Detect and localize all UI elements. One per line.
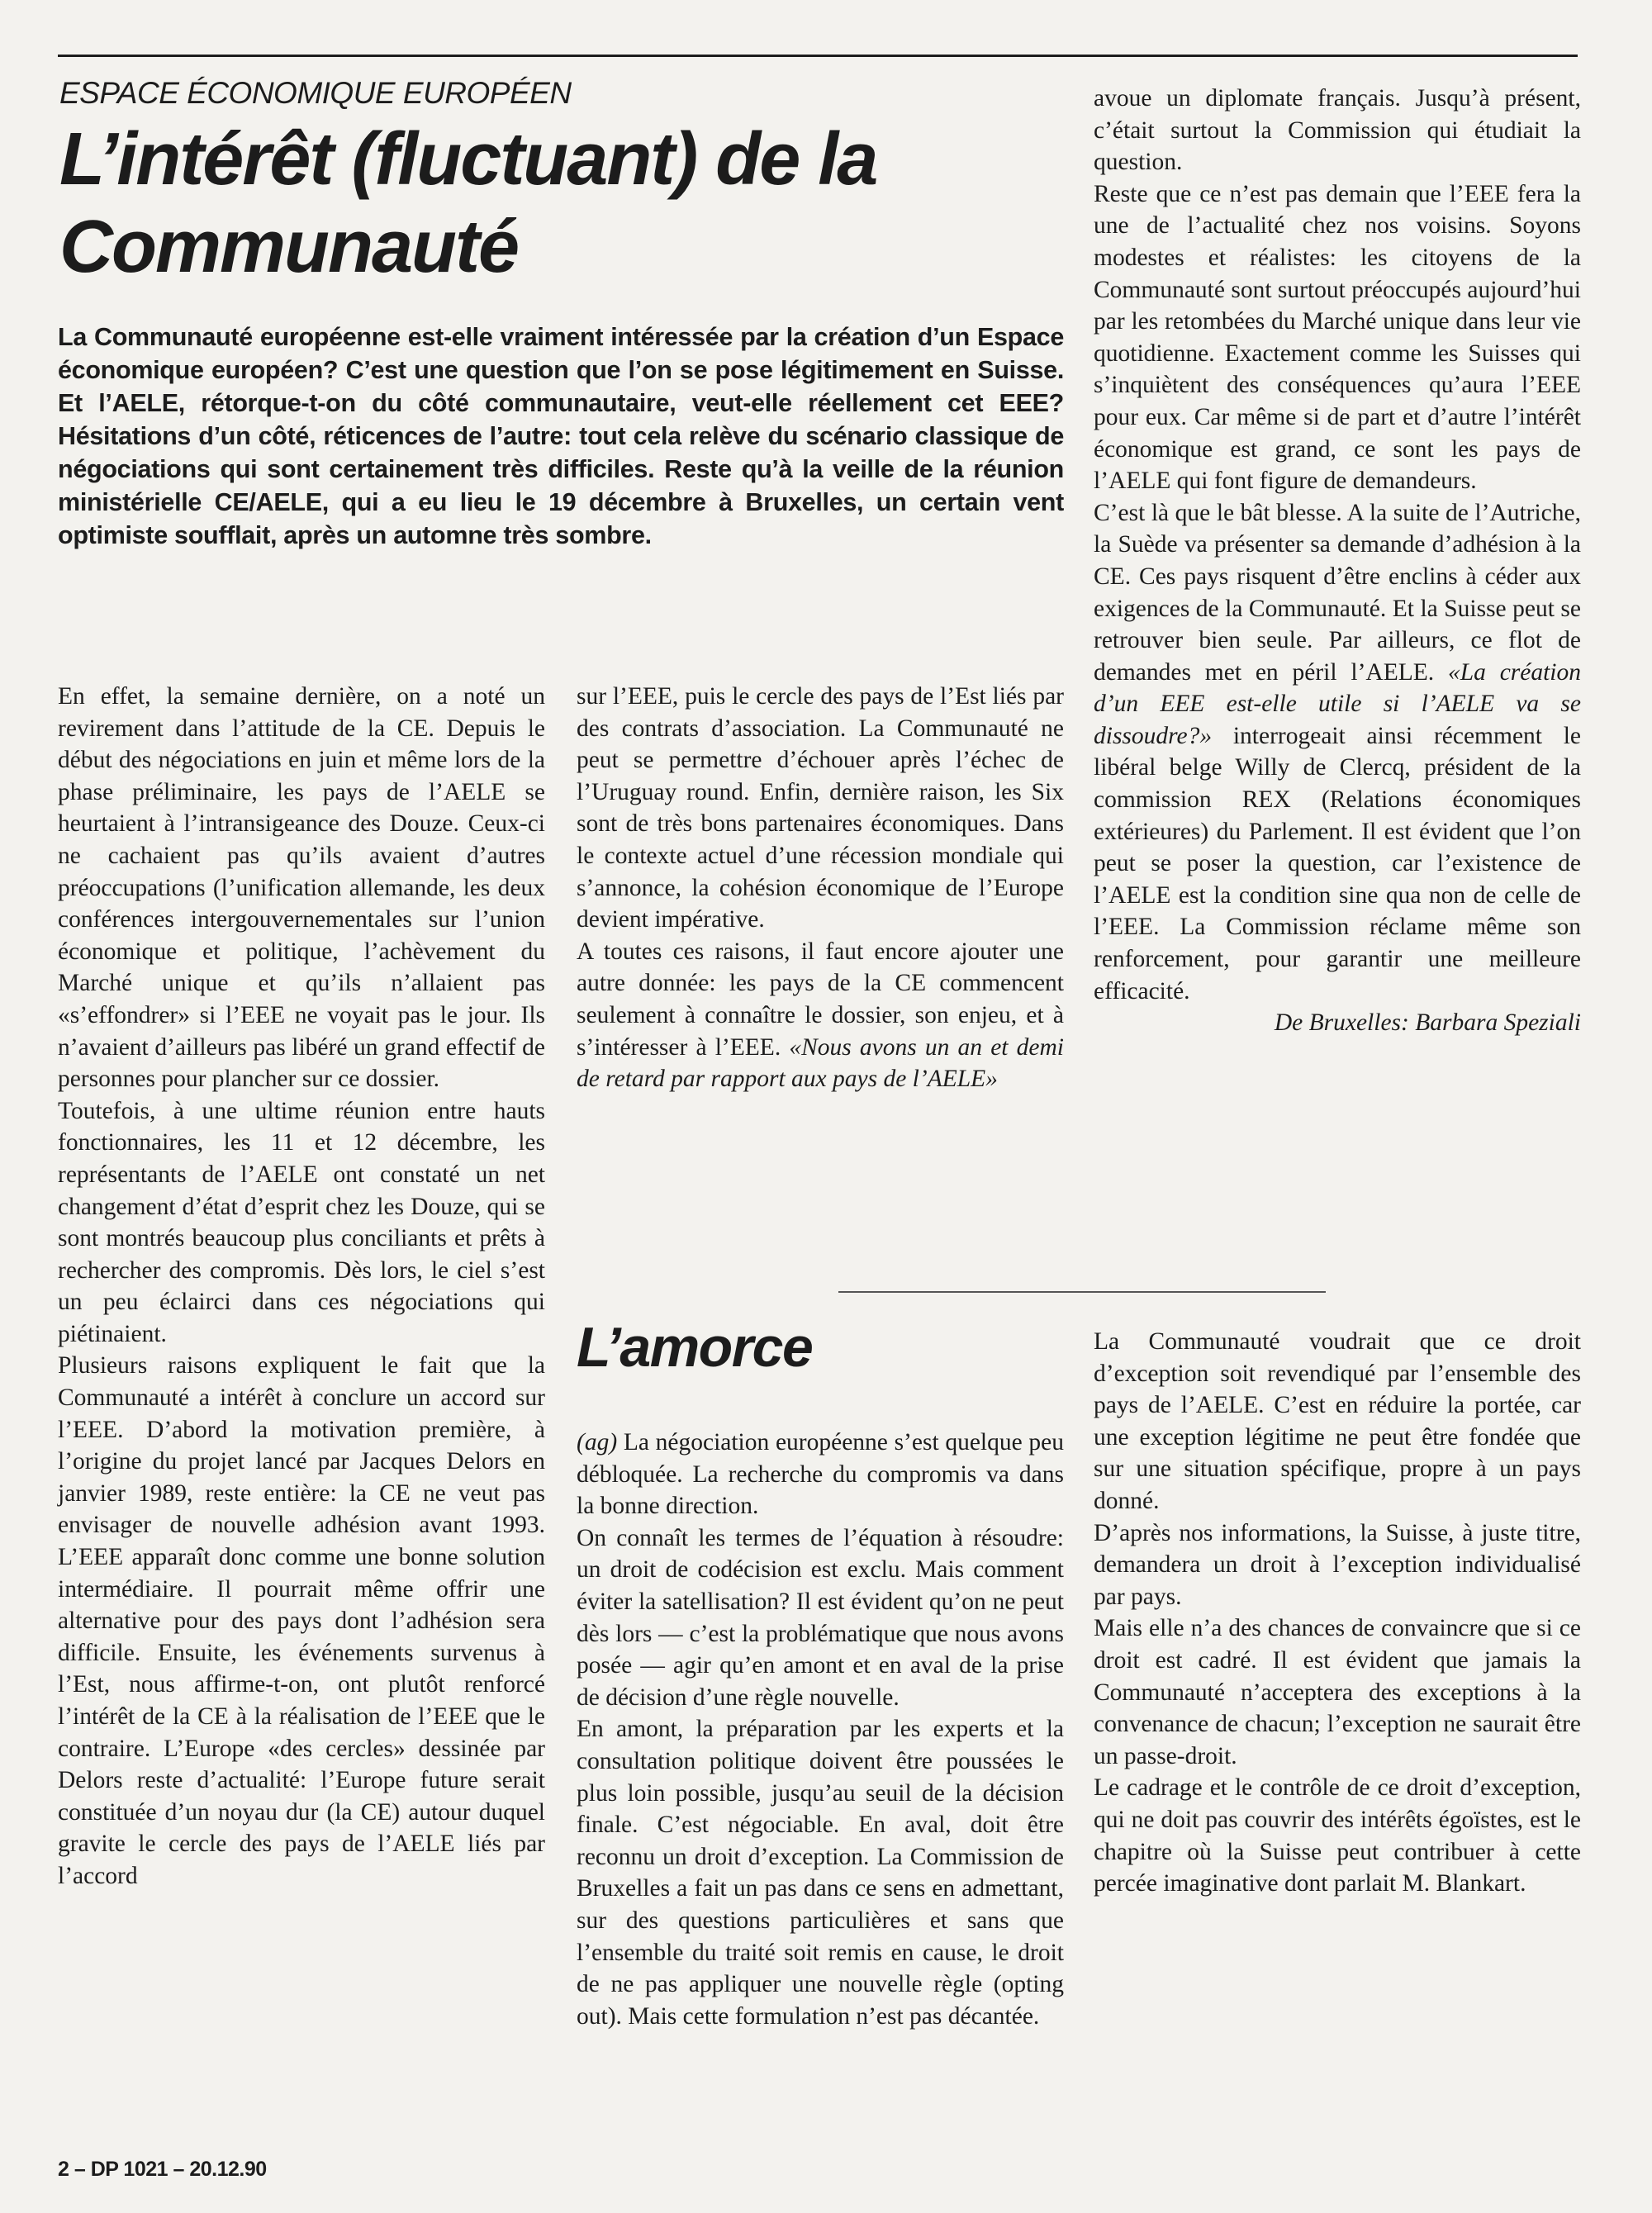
paragraph-text: A toutes ces raisons, il faut encore ajouter une autre donnée: les pays de la CE commencent seulement à connaître le dossier, son enjeu, et à s’intéresser à l’EEE. [577,938,1064,1061]
paragraph: Le cadrage et le contrôle de ce droit d’exception, qui ne doit pas couvrir des intérêts égoïstes, est le chapitre où la Suisse peut contribuer à cette percée imaginative dont parlait M. Blankart. [1094,1774,1581,1897]
paragraph: La Communauté voudrait que ce droit d’exception soit revendiqué par l’ensemble des pays de l’AELE. C’est en réduire la portée, car une exception légitime ne peut être fondée que sur une situation spécifique, propre à un pays donné. [1094,1328,1581,1514]
article-lead: La Communauté européenne est-elle vraiment intéressée par la création d’un Espace économique européen? C’est une question que l’on se pose légitimement en Suisse. Et l’AELE, rétorque-t-on du côté communautaire, veut-elle réellement cet EEE? Hésitations d’un côté, réticences de l’autre: tout cela relève du scénario classique de négociations qui sont certainement très difficiles. Reste qu’à la veille de la réunion ministérielle CE/AELE, qui a eu lieu le 19 décembre à Bruxelles, un certain vent optimiste soufflait, après un automne très sombre. [58,323,1064,549]
article-title: L’intérêt (fluctuant) de la Communauté [59,118,877,288]
paragraph: On connaît les termes de l’équation à résoudre: un droit de codécision est exclu. Mais comment éviter la satellisation? Il est évident qu’on ne peut dès lors — c’est la problématique que nous avons posée — agir qu’en amont et en aval de la prise de décision d’une règle nouvelle. [577,1524,1064,1711]
sidebar-title: L’amorce [577,1316,813,1379]
paragraph: En amont, la préparation par les experts et la consultation politique doivent être poussées le plus loin possible, jusqu’au seuil de la décision finale. C’est négociable. En aval, doit être reconnu un droit d’exception. La Commission de Bruxelles a fait un pas dans ce sens en admettant, sur des questions particulières et sans que l’ensemble du traité soit remis en cause, le droit de ne pas appliquer une nouvelle règle (opting out). Mais cette formulation n’est pas décantée. [577,1716,1064,2030]
paragraph [1094,497,1581,1008]
paragraph-text: interrogeait ainsi récemment le libéral belge Willy de Clercq, président de la commission REX (Relations économiques extérieures) du Parlement. Il est évident que l’on peut se poser la question, car l’existence de l’AELE est la condition sine qua non de celle de l’EEE. La Commission réclame même son renforcement, pour garantir une meilleure efficacité. [1094,722,1581,1004]
article-column-3 [1094,83,1581,1039]
author-tag: (ag) [577,1429,618,1456]
quote: «La création d’un EEE est-elle utile si l’AELE va se dissoudre?» [1094,658,1582,749]
paragraph [577,936,1064,1095]
paragraph: sur l’EEE, puis le cercle des pays de l’Est liés par des contrats d’association. La Communauté ne peut se permettre d’échouer après l’échec de l’Uruguay round. Enfin, dernière raison, les Six sont de très bons partenaires économiques. Dans le contexte actuel d’une récession mondiale qui s’annonce, la cohésion économique de l’Europe devient impérative. [577,683,1064,933]
article-column-1 [58,681,545,1892]
paragraph: Mais elle n’a des chances de convaincre que si ce droit est cadré. Il est évident que jamais la Communauté n’acceptera des exceptions à la convenance de chacun; l’exception ne saurait être un passe-droit. [1094,1615,1581,1769]
quote: «Nous avons un an et demi de retard par rapport aux pays de l’AELE» [577,1033,1064,1093]
paragraph: Plusieurs raisons expliquent le fait que la Communauté a intérêt à conclure un accord sur l’EEE. D’abord la motivation première, à l’origine du projet lancé par Jacques Delors en janvier 1989, reste entière: la CE ne veut pas envisager de nouvelle adhésion avant 1993. L’EEE apparaît donc comme une bonne solution intermédiaire. Il pourrait même offrir une alternative pour des pays dont l’adhésion sera difficile. Ensuite, les événements survenus à l’Est, nous affirme-t-on, ont plutôt renforcé l’intérêt de la CE à la réalisation de l’EEE que le contraire. L’Europe «des cercles» dessinée par Delors reste d’actualité: l’Europe future serait constituée d’un noyau dur (la CE) autour duquel gravite le cercle des pays de l’AELE liés par l’accord [58,1352,545,1889]
sidebar-column-2 [1094,1326,1581,1900]
paragraph-text: La négociation européenne s’est quelque peu débloquée. La recherche du compromis va dans la bonne direction. [577,1429,1064,1520]
paragraph-text: C’est là que le bât blesse. A la suite de l’Autriche, la Suède va présenter sa demande d’adhésion à la CE. Ces pays risquent d’être enclins à céder aux exigences de la Communauté. Et la Suisse peut se retrouver bien seule. Par ailleurs, ce flot de demandes met en péril l’AELE. [1094,499,1581,686]
section-kicker: ESPACE ÉCONOMIQUE EUROPÉEN [59,76,572,110]
page-footer: 2 – DP 1021 – 20.12.90 [58,2158,267,2181]
top-rule [58,55,1578,57]
paragraph [577,1427,1064,1522]
paragraph: D’après nos informations, la Suisse, à juste titre, demandera un droit à l’exception individualisé par pays. [1094,1519,1581,1610]
paragraph: Toutefois, à une ultime réunion entre hauts fonctionnaires, les 11 et 12 décembre, les représentants de l’AELE ont constaté un net changement d’état d’esprit chez les Douze, qui se sont montrés beaucoup plus conciliants et prêts à rechercher des compromis. Dès lors, le ciel s’est un peu éclairci dans ces négociations qui piétinaient. [58,1097,545,1347]
paragraph: avoue un diplomate français. Jusqu’à présent, c’était surtout la Commission qui étudiait la question. [1094,85,1581,176]
paragraph: Reste que ce n’est pas demain que l’EEE fera la une de l’actualité chez nos voisins. Soyons modestes et réalistes: les citoyens de la Communauté sont surtout préoccupés aujourd’hui par les retombées du Marché unique dans leur vie quotidienne. Exactement comme les Suisses qui s’inquiètent des conséquences qu’aura l’EEE pour eux. Car même si de part et d’autre l’intérêt économique est grand, ce sont les pays de l’AELE qui font figure de demandeurs. [1094,180,1581,495]
byline: De Bruxelles: Barbara Speziali [1274,1009,1581,1037]
sidebar-column-1 [577,1427,1064,2032]
section-separator [838,1291,1326,1293]
paragraph: En effet, la semaine dernière, on a noté un revirement dans l’attitude de la CE. Depuis le début des négociations en juin et même lors de la phase préliminaire, les pays de l’AELE se heurtaient à l’intransigeance des Douze. Ceux-ci ne cachaient pas qu’ils avaient d’autres préoccupations (l’unification allemande, les deux conférences intergouvernementales sur l’union économique et politique, l’achèvement du Marché unique et qu’ils n’allaient pas «s’effondrer» si l’EEE ne voyait pas le jour. Ils n’avaient d’ailleurs pas libéré un grand effectif de personnes pour plancher sur ce dossier. [58,683,545,1093]
article-column-2 [577,681,1064,1095]
